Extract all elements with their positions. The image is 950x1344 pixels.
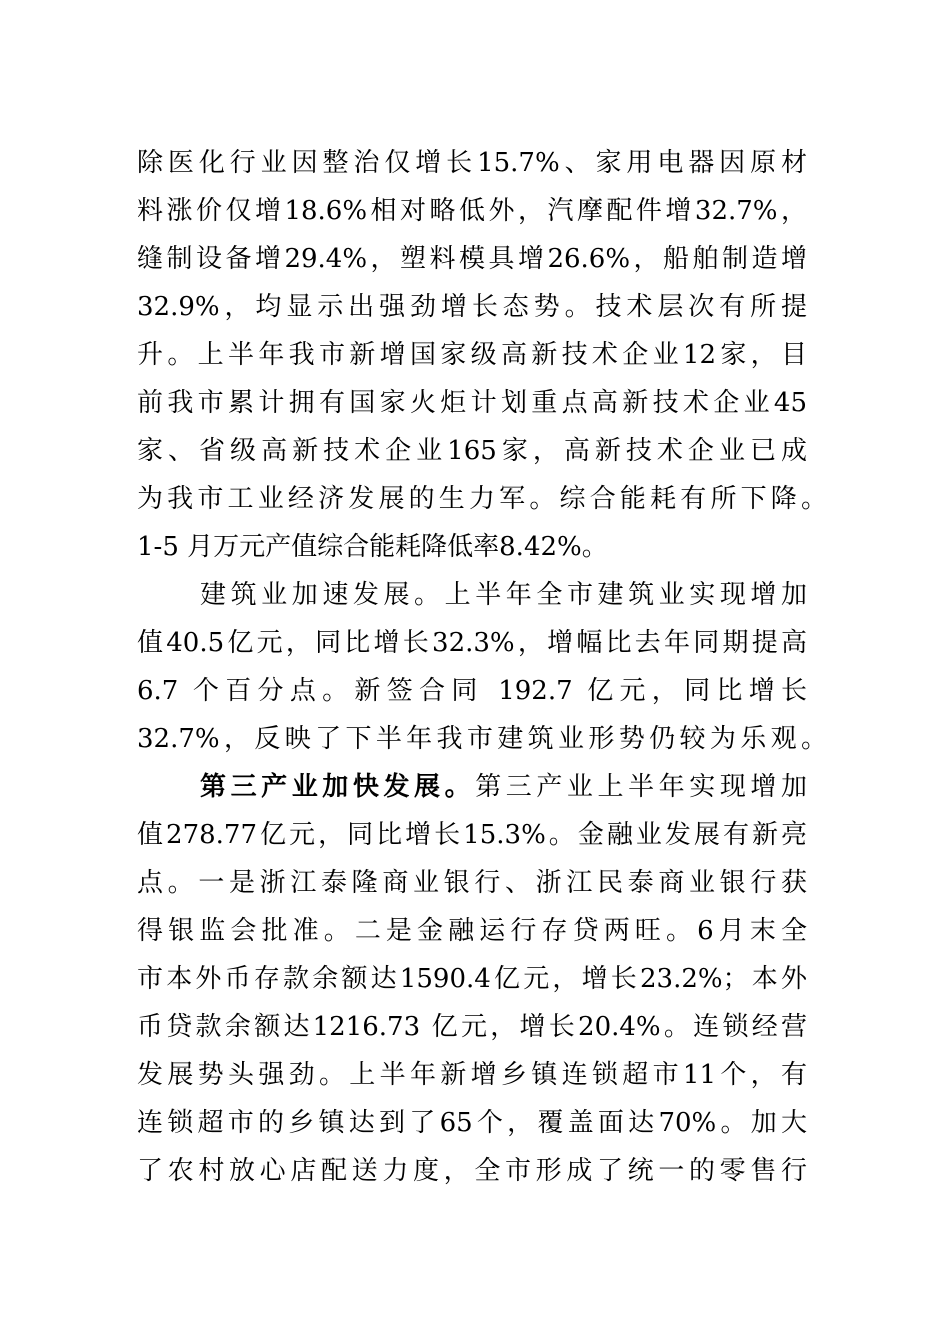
text-run: 第三产业上半年实现增加 (475, 772, 807, 802)
text-line: 了农村放心店配送力度，全市形成了统一的零售行 (137, 1156, 807, 1186)
text-line: 连锁超市的乡镇达到了65个，覆盖面达70%。加大 (137, 1108, 807, 1138)
text-line: 发展势头强劲。上半年新增乡镇连锁超市11个，有 (137, 1060, 807, 1090)
text-line: 值278.77亿元，同比增长15.3%。金融业发展有新亮 (137, 820, 807, 850)
text-line: 料涨价仅增18.6%相对略低外，汽摩配件增32.7%， (137, 196, 807, 226)
text-line (200, 763, 807, 811)
text-line: 建筑业加速发展。上半年全市建筑业实现增加 (200, 580, 807, 610)
text-line: 32.9%，均显示出强劲增长态势。技术层次有所提 (137, 292, 807, 322)
text-line: 除医化行业因整治仅增长15.7%、家用电器因原材 (137, 148, 807, 178)
text-line: 市本外币存款余额达1590.4亿元，增长23.2%；本外 (137, 964, 807, 994)
text-line: 值40.5亿元，同比增长32.3%，增幅比去年同期提高 (137, 628, 807, 658)
section-heading: 第三产业加快发展。 (200, 772, 476, 802)
text-line: 点。一是浙江泰隆商业银行、浙江民泰商业银行获 (137, 868, 807, 898)
text-line: 得银监会批准。二是金融运行存贷两旺。6月末全 (137, 916, 807, 946)
text-line: 为我市工业经济发展的生力军。综合能耗有所下降。 (137, 484, 827, 514)
text-line: 缝制设备增29.4%，塑料模具增26.6%，船舶制造增 (137, 244, 807, 274)
text-line: 家、省级高新技术企业165家，高新技术企业已成 (137, 436, 807, 466)
text-line: 升。上半年我市新增国家级高新技术企业12家，目 (137, 340, 807, 370)
text-line: 币贷款余额达1216.73 亿元，增长20.4%。连锁经营 (137, 1012, 807, 1042)
text-line: 32.7%，反映了下半年我市建筑业形势仍较为乐观。 (137, 724, 827, 754)
text-line: 6.7 个百分点。新签合同 192.7 亿元，同比增长 (137, 676, 807, 706)
text-line: 1-5 月万元产值综合能耗降低率8.42%。 (137, 532, 608, 562)
text-line: 前我市累计拥有国家火炬计划重点高新技术企业45 (137, 388, 807, 418)
